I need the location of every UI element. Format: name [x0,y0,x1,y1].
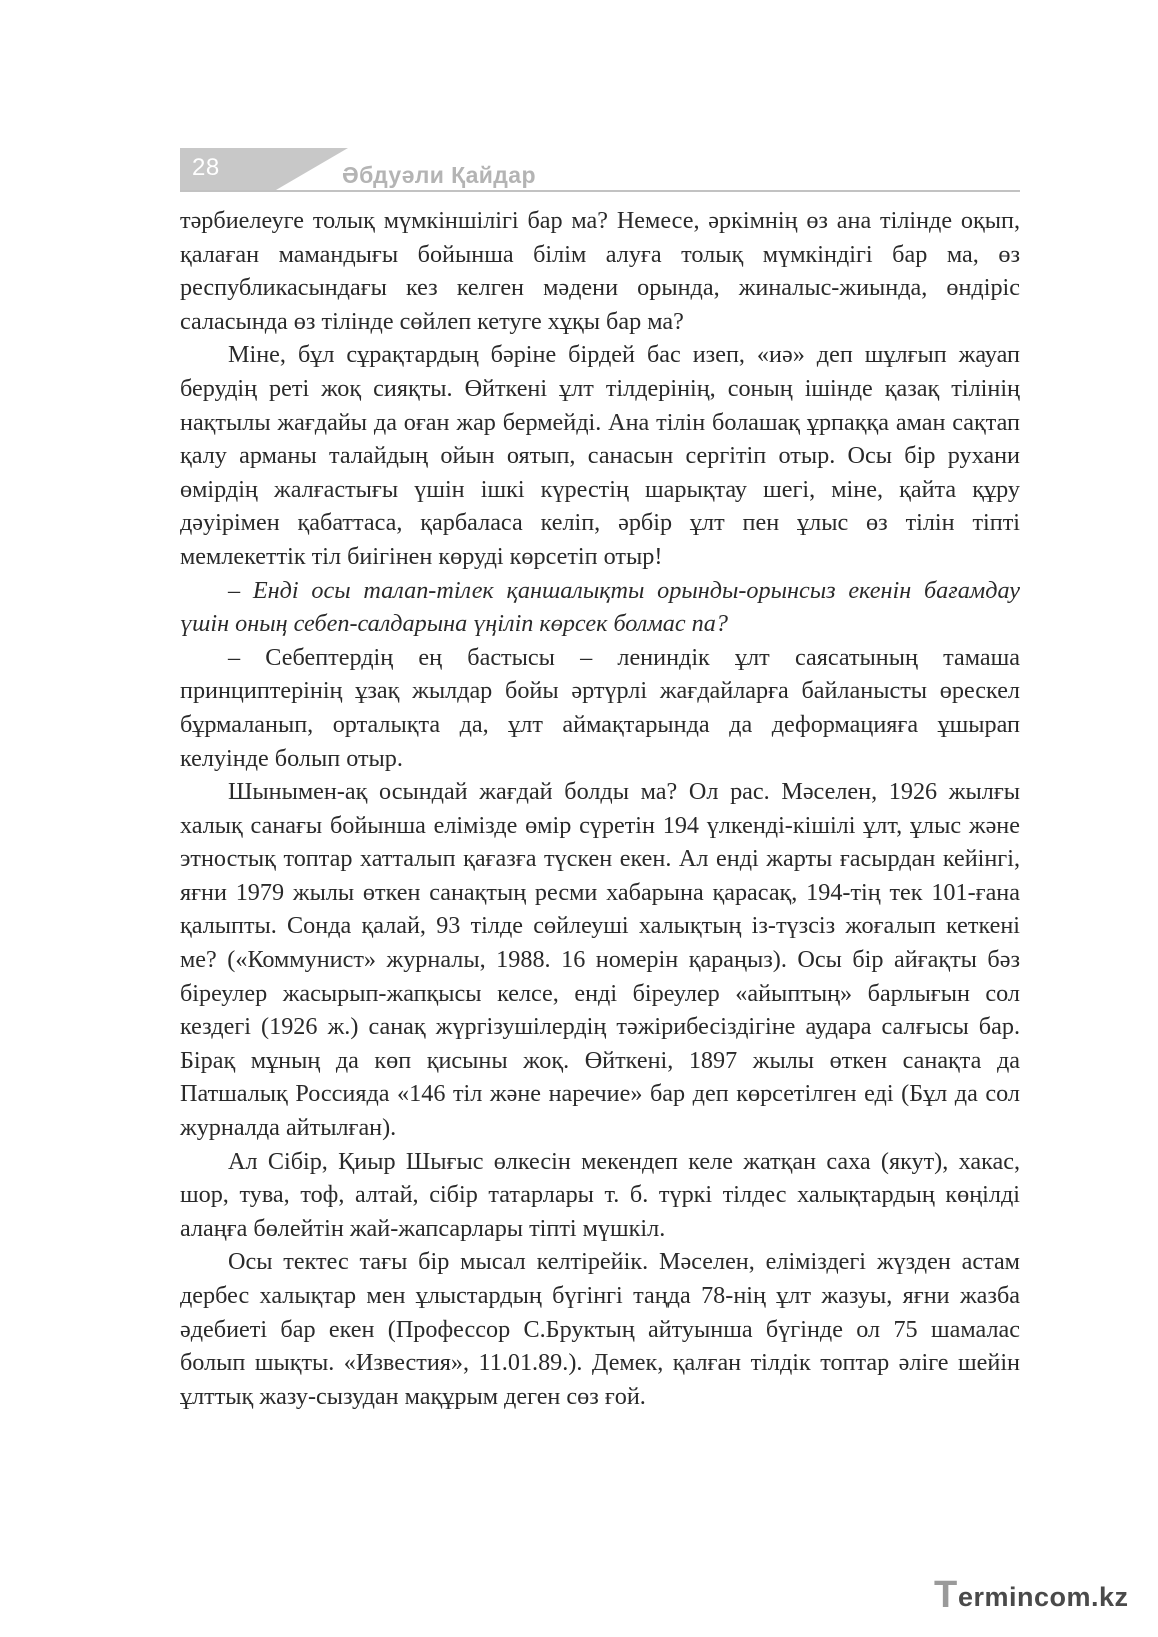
termincom-watermark-logo [934,1576,1134,1616]
paragraph-2: Міне, бұл сұрақтардың бәріне бірдей бас изеп, «иә» деп шұлғып жауап берудің реті жоқ сияқты. Өйткені ұлт тілдерінің, соның ішінде қазақ тілінің нақтылы жағдайы да оған жар бермейді. Ана тілін болашақ ұрпаққа аман сақтап қалу арманы талайдың ойын оятып, санасын сергітіп отыр. Осы бір рухани өмірдің жалғастығы үшін ішкі күрестің шарықтау шегі, міне, қайта құру дәуірімен қабаттаса, қарбаласа келіп, әрбір ұлт пен ұлыс өз тілін тіпті мемлекеттік тіл биігінен көруді көрсетіп отыр! [180,341,1020,570]
header-rule [180,190,1020,192]
body-text [180,204,1020,1413]
watermark-text: ermincom.kz [958,1582,1129,1612]
paragraph-1: тәрбиелеуге толық мүмкіншілігі бар ма? Немесе, әркімнің өз ана тілінде оқып, қалаған мамандығы бойынша білім алуға толық мүмкіндігі бар ма, өз республикасындағы кез келген мәдени орында, жиналыс-жиында, өндіріс саласында өз тілінде сөйлеп кетуге хұқы бар ма? [180,207,1020,335]
interview-question: – Енді осы талап-тілек қаншалықты орынды-орынсыз екенін бағамдау үшін оның себеп-салдарына үңіліп көрсек болмас па? [180,576,1020,638]
header-tab-wedge [276,148,348,190]
answer-paragraph: – Себептердің ең бастысы – лениндік ұлт саясатының тамаша принциптерінің ұзақ жылдар бойы әртүрлі жағдайларға байланысты өрескел бұрмаланып, орталықта да, ұлт аймақтарында да деформацияға ұшырап келуінде болып отыр. [180,643,1020,772]
watermark-initial: T [934,1574,958,1616]
page-number: 28 [192,154,220,181]
paragraph-6: Ал Сібір, Қиыр Шығыс өлкесін мекендеп келе жатқан саха (якут), хакас, шор, тува, тоф, алтай, сібір татарлары т. б. түркі тілдес халықтардың көңілді алаңға бөлейтін жай-жапсарлары тіпті мүшкіл. [180,1147,1020,1242]
paragraph-7: Осы тектес тағы бір мысал келтірейік. Мәселен, еліміздегі жүзден астам дербес халықтар мен ұлыстардың бүгінгі таңда 78-нің ұлт жазуы, яғни жазба әдебиеті бар екен (Профессор С.Бруктың айтуынша бүгінде ол 75 шамалас болып шықты. «Известия», 11.01.89.). Демек, қалған тілдік топтар әліге шейін ұлттық жазу-сызудан мақұрым деген сөз ғой. [180,1248,1020,1410]
running-head-author: Әбдуәли Қайдар [342,162,536,188]
page-number-tab [180,148,276,190]
paragraph-5: Шынымен-ақ осындай жағдай болды ма? Ол рас. Мәселен, 1926 жылғы халық санағы бойынша елімізде өмір сүретін 194 үлкенді-кішілі ұлт, ұлыс және этностық топтар хатталып қағазға түскен екен. Ал енді жарты ғасырдан кейінгі, яғни 1979 жылы өткен санақтың ресми хабарына қарасақ, 194-тің тек 101-ғана қалыпты. Сонда қалай, 93 тілде сөйлеуші халықтың із-түзсіз жоғалып кеткені ме? («Коммунист» журналы, 1988. 16 номерін қараңыз). Осы бір айғақты бәз біреулер жасырып-жапқысы келсе, енді біреулер «айыптың» барлығын сол кездегі (1926 ж.) санақ жүргізушілердің тәжірибесіздігіне аудара салғысы бар. Бірақ мұның да көп қисыны жоқ. Өйткені, 1897 жылы өткен санақта да Патшалық Россияда «146 тіл және наречие» бар деп көрсетілген еді (Бұл да сол журналда айтылған). [180,778,1020,1142]
page-header [180,148,1020,194]
